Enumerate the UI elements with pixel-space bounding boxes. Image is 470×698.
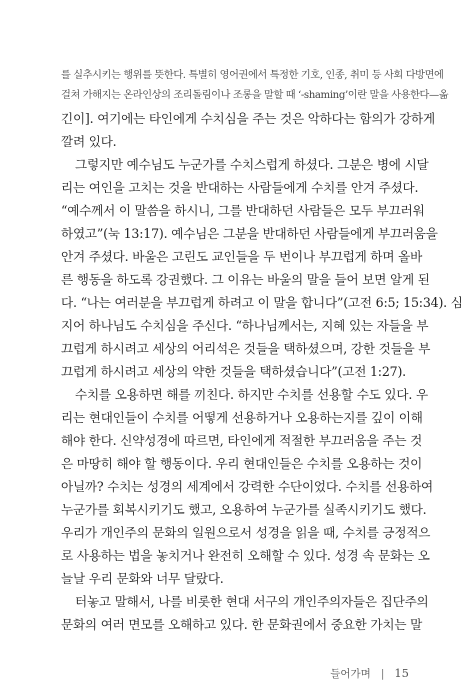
paragraph-2-line-2: 리는 여인을 고치는 것을 반대하는 사람들에게 수치를 안겨 주셨다. [61, 180, 419, 195]
paragraph-2-line-4: 하였고”(눅 13:17). 예수님은 그분을 반대하던 사람들에게 부끄러움을 [61, 226, 438, 241]
paragraph-1-line-2: 깔려 있다. [61, 134, 117, 149]
paragraph-2-line-8: 지어 하나님도 수치심을 주신다. “하나님께서는, 지혜 있는 자들을 부 [61, 318, 429, 333]
paragraph-3-line-1: 수치를 오용하면 해를 끼친다. 하지만 수치를 선용할 수도 있다. 우 [75, 387, 428, 402]
paragraph-2-line-9: 끄럽게 하시려고 세상의 어리석은 것들을 택하셨으며, 강한 것들을 부 [61, 341, 431, 356]
paragraph-3-line-2: 리는 현대인들이 수치를 어떻게 선용하거나 오용하는지를 깊이 이해 [61, 410, 423, 425]
paragraph-3-line-5: 아닐까? 수치는 성경의 세계에서 강력한 수단이었다. 수치를 선용하여 [61, 479, 434, 494]
paragraph-2-line-5: 안겨 주셨다. 바울은 고린도 교인들을 두 번이나 부끄럽게 하며 올바 [61, 249, 423, 264]
paragraph-2-line-6: 른 행동을 하도록 강권했다. 그 이유는 바울의 말을 들어 보면 알게 된 [61, 272, 430, 287]
paragraph-1-line-1: 긴이]. 여기에는 타인에게 수치심을 주는 것은 악하다는 함의가 강하게 [61, 111, 435, 126]
footnote-line-1: 를 실추시키는 행위를 뜻한다. 특별히 영어권에서 특정한 기호, 인종, 취미 등 사회 다방면에 [61, 70, 444, 81]
paragraph-4-line-1: 터놓고 말해서, 나를 비롯한 현대 서구의 개인주의자들은 집단주의 [75, 594, 429, 609]
paragraph-3-line-4: 은 마땅히 해야 할 행동이다. 우리 현대인들은 수치를 오용하는 것이 [61, 456, 423, 471]
paragraph-3-line-3: 해야 한다. 신약성경에 따르면, 타인에게 적절한 부끄러움을 주는 것 [61, 433, 423, 448]
paragraph-3-line-8: 로 사용하는 법을 놓치거나 완전히 오해할 수 있다. 성경 속 문화는 오 [61, 548, 430, 563]
paragraph-3-line-6: 누군가를 회복시키기도 했고, 오용하여 누군가를 실족시키기도 했다. [61, 502, 427, 517]
section-title: 들어가며 [330, 668, 371, 680]
paragraph-3-line-7: 우리가 개인주의 문화의 일원으로서 성경을 읽을 때, 수치를 긍정적으 [61, 525, 431, 540]
paragraph-2-line-7: 다. “나는 여러분을 부끄럽게 하려고 이 말을 합니다”(고전 6:5; 15:34). 심 [61, 295, 463, 310]
paragraph-2-line-3: “예수께서 이 말씀을 하시니, 그를 반대하던 사람들은 모두 부끄러워 [61, 203, 425, 218]
paragraph-2-line-10: 끄럽게 하시려고 세상의 약한 것들을 택하셨습니다”(고전 1:27). [61, 364, 406, 379]
paragraph-3-line-9: 늘날 우리 문화와 너무 달랐다. [61, 571, 224, 586]
paragraph-4-line-2: 문화의 여러 면모를 오해하고 있다. 한 문화권에서 중요한 가치는 말 [61, 617, 423, 632]
page-number: 15 [394, 666, 409, 680]
footnote-line-2: 걸쳐 가해지는 온라인상의 조리돌림이나 조롱을 말할 때 ‘-shaming’이란 말을 사용한다—옮 [61, 90, 449, 101]
paragraph-2-line-1: 그렇지만 예수님도 누군가를 수치스럽게 하셨다. 그분은 병에 시달 [75, 157, 429, 172]
footer-separator: | [380, 668, 385, 680]
page-footer [330, 666, 409, 681]
